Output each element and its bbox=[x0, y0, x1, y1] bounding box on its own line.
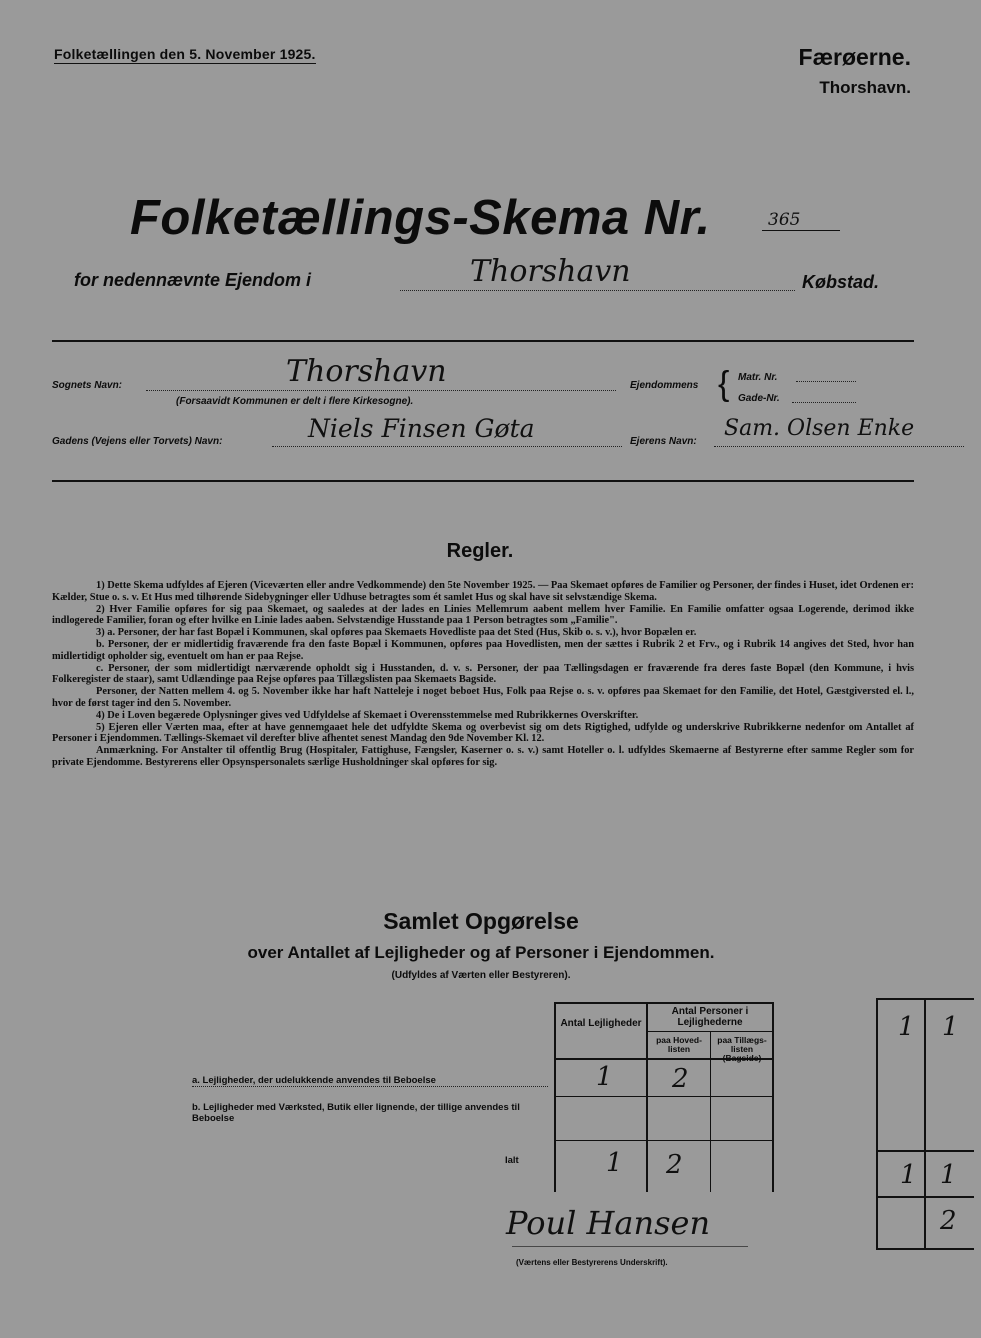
matr-field bbox=[796, 370, 856, 382]
summary-subtitle: over Antallet af Lejligheder og af Personer i Ejendommen. bbox=[247, 943, 715, 962]
brace: { bbox=[718, 365, 730, 403]
street-label: Gadens (Vejens eller Torvets) Navn: bbox=[52, 436, 223, 447]
table-row-line bbox=[554, 1096, 774, 1097]
parish-label: Sognets Navn: bbox=[52, 380, 123, 391]
table-border-right bbox=[772, 1002, 774, 1192]
rule-paragraph: 3) a. Personer, der har fast Bopæl i Kommunen, skal opføres paa Skemaets Hovedliste paa det Sted (Hus, Skib o. s. v.), hvor Bopælen er. bbox=[96, 627, 697, 639]
property-place-field bbox=[400, 254, 795, 291]
side-mark: 1 bbox=[900, 1160, 917, 1190]
street-field bbox=[272, 414, 622, 447]
rule-paragraph: Anmærkning. For Anstalter til offentlig Brug (Hospitaler, Fattighuse, Fængsler, Kaserner o. s. v.) samt Hoteller o. l. udfyldes Skemaerne af Bestyrerne efter samme Regler som for private Ejendomme. Bestyrerens eller Opsynspersonalets særlige Husholdninger skal opføres for sig. bbox=[52, 745, 914, 768]
parish-field bbox=[146, 354, 616, 391]
table-border-left bbox=[554, 1002, 556, 1192]
summary-note: (Udfyldes af Værten eller Bestyreren). bbox=[391, 970, 571, 981]
signature-line bbox=[512, 1246, 748, 1247]
form-title: Folketællings-Skema Nr. bbox=[130, 191, 711, 245]
divider-top bbox=[52, 340, 914, 342]
form-subtitle: for nedennævnte Ejendom i bbox=[74, 270, 312, 290]
matr-label: Matr. Nr. bbox=[738, 372, 778, 383]
row-a-hoved: 2 bbox=[672, 1064, 689, 1094]
parish-value: Thorshavn bbox=[286, 354, 447, 389]
rule-paragraph: 1) Dette Skema udfyldes af Ejeren (Viceværten eller andre Vedkommende) den 5te November 1925. — Paa Skemaet opføres de Familier og Personer, der findes i Huset, idet Ordenen er: Kælder, Stue o. s. v. Et Hus med tilhørende Sidebygninger eller Udhuse betragtes som ét samlet Hus og skal have sit selvstændige Skema. bbox=[52, 580, 914, 603]
census-date: Folketællingen den 5. November 1925. bbox=[54, 46, 316, 62]
rules-heading: Regler. bbox=[446, 540, 514, 562]
rule-paragraph: 4) De i Loven begærede Oplysninger gives ved Udfyldelse af Skemaet i Overensstemmelse med Rubrikkernes Overskrifter. bbox=[96, 709, 639, 721]
parish-note: (Forsaavidt Kommunen er delt i flere Kirkesogne). bbox=[176, 396, 414, 407]
owner-field bbox=[714, 416, 964, 447]
owner-label: Ejerens Navn: bbox=[630, 436, 697, 447]
rule-paragraph: 5) Ejeren eller Værten maa, efter at have gennemgaaet hele det udfyldte Skema og overbevist sig om dets Rigtighed, udfylde og underskrive Rubrikkerne nedenfor om Antallet af Personer i Ejendommen. Tællings-Skemaet vil derefter blive afhentet senest Mandag den 9de November Kl. 12. bbox=[52, 721, 914, 745]
col-tillaegsliste: paa Tillægs-listen (Bagside) bbox=[717, 1035, 767, 1063]
row-label-a: a. Lejligheder, der udelukkende anvendes til Beboelse bbox=[192, 1075, 548, 1087]
street-value: Niels Finsen Gøta bbox=[308, 414, 535, 443]
side-grid-line bbox=[876, 1196, 974, 1198]
signature: Poul Hansen bbox=[506, 1204, 711, 1242]
gade-nr-field bbox=[792, 391, 856, 403]
rule-paragraph: c. Personer, der som midlertidigt nærværende opholdt sig i Husstanden, d. v. s. Personer, der paa Tællingsdagen er fraværende fra deres faste Bopæl (den Kommune, i hvis Folkeregister de staar), samt Udlændinge paa Rejse opføres paa Tillægslisten paa Skemaets Bagside. bbox=[52, 662, 914, 686]
rules-text bbox=[52, 580, 914, 769]
owner-value: Sam. Olsen Enke bbox=[724, 416, 915, 441]
property-label: Ejendommens bbox=[630, 380, 699, 391]
col-lejligheder: Antal Lejligheder bbox=[560, 1018, 642, 1029]
total-label: Ialt bbox=[505, 1155, 519, 1166]
side-mark: 1 bbox=[942, 1012, 959, 1042]
rule-paragraph: Personer, der Natten mellem 4. og 5. November ikke har haft Natteleje i noget beboet Hus, Folk paa Rejse o. s. v. opføres paa Skemaet for den Familie, det Hotel, Gæstgiversted el. l., hvor de først tager ind den 5. November. bbox=[52, 686, 914, 709]
side-grid-line bbox=[876, 1150, 974, 1152]
rule-paragraph: 2) Hver Familie opføres for sig paa Skemaet, og saaledes at der lades en Linies Mellemrum aabent mellem hver Familie. En Familie omfatter ogsaa Logerende, derimod ikke indlogerede Familier, foran og efter hvilke en Linie lades aaben. Selvstændige Husstande paa 1 Person betragtes som „Familie". bbox=[52, 603, 914, 627]
col-personer: Antal Personer i Lejlighederne bbox=[671, 1006, 749, 1028]
town-name: Thorshavn. bbox=[819, 78, 911, 97]
total-hoved: 2 bbox=[666, 1150, 683, 1180]
form-number: 365 bbox=[762, 210, 840, 231]
signature-caption: (Værtens eller Bestyrerens Underskrift). bbox=[516, 1258, 668, 1267]
property-place-value: Thorshavn bbox=[470, 254, 631, 289]
region-name: Færøerne. bbox=[798, 44, 911, 70]
side-grid-divider bbox=[924, 998, 926, 1248]
side-mark: 1 bbox=[940, 1160, 957, 1190]
total-lejl: 1 bbox=[606, 1148, 623, 1178]
table-border-top bbox=[554, 1002, 774, 1004]
table-row-line bbox=[554, 1140, 774, 1141]
table-subheader-line bbox=[648, 1031, 772, 1032]
summary-title: Samlet Opgørelse bbox=[383, 908, 579, 934]
row-label-b: b. Lejligheder med Værksted, Butik eller lignende, der tillige anvendes til Beboelse bbox=[192, 1102, 520, 1124]
kobstad-label: Købstad. bbox=[802, 272, 880, 292]
rule-paragraph: b. Personer, der er midlertidig fraværende fra den faste Bopæl i Kommunen, opføres paa Hovedlisten, men der sættes i Rubrik 2 et Frv., og i Rubrik 14 angives det Sted, hvor han midlertidigt opholder sig, eventuelt om han er paa Rejse. bbox=[52, 638, 914, 662]
col-hovedliste: paa Hoved-listen bbox=[656, 1035, 702, 1054]
side-mark: 2 bbox=[940, 1206, 957, 1236]
gade-nr-label: Gade-Nr. bbox=[738, 393, 780, 404]
divider-mid bbox=[52, 480, 914, 482]
side-mark: 1 bbox=[898, 1012, 915, 1042]
row-a-lejl: 1 bbox=[596, 1062, 613, 1092]
